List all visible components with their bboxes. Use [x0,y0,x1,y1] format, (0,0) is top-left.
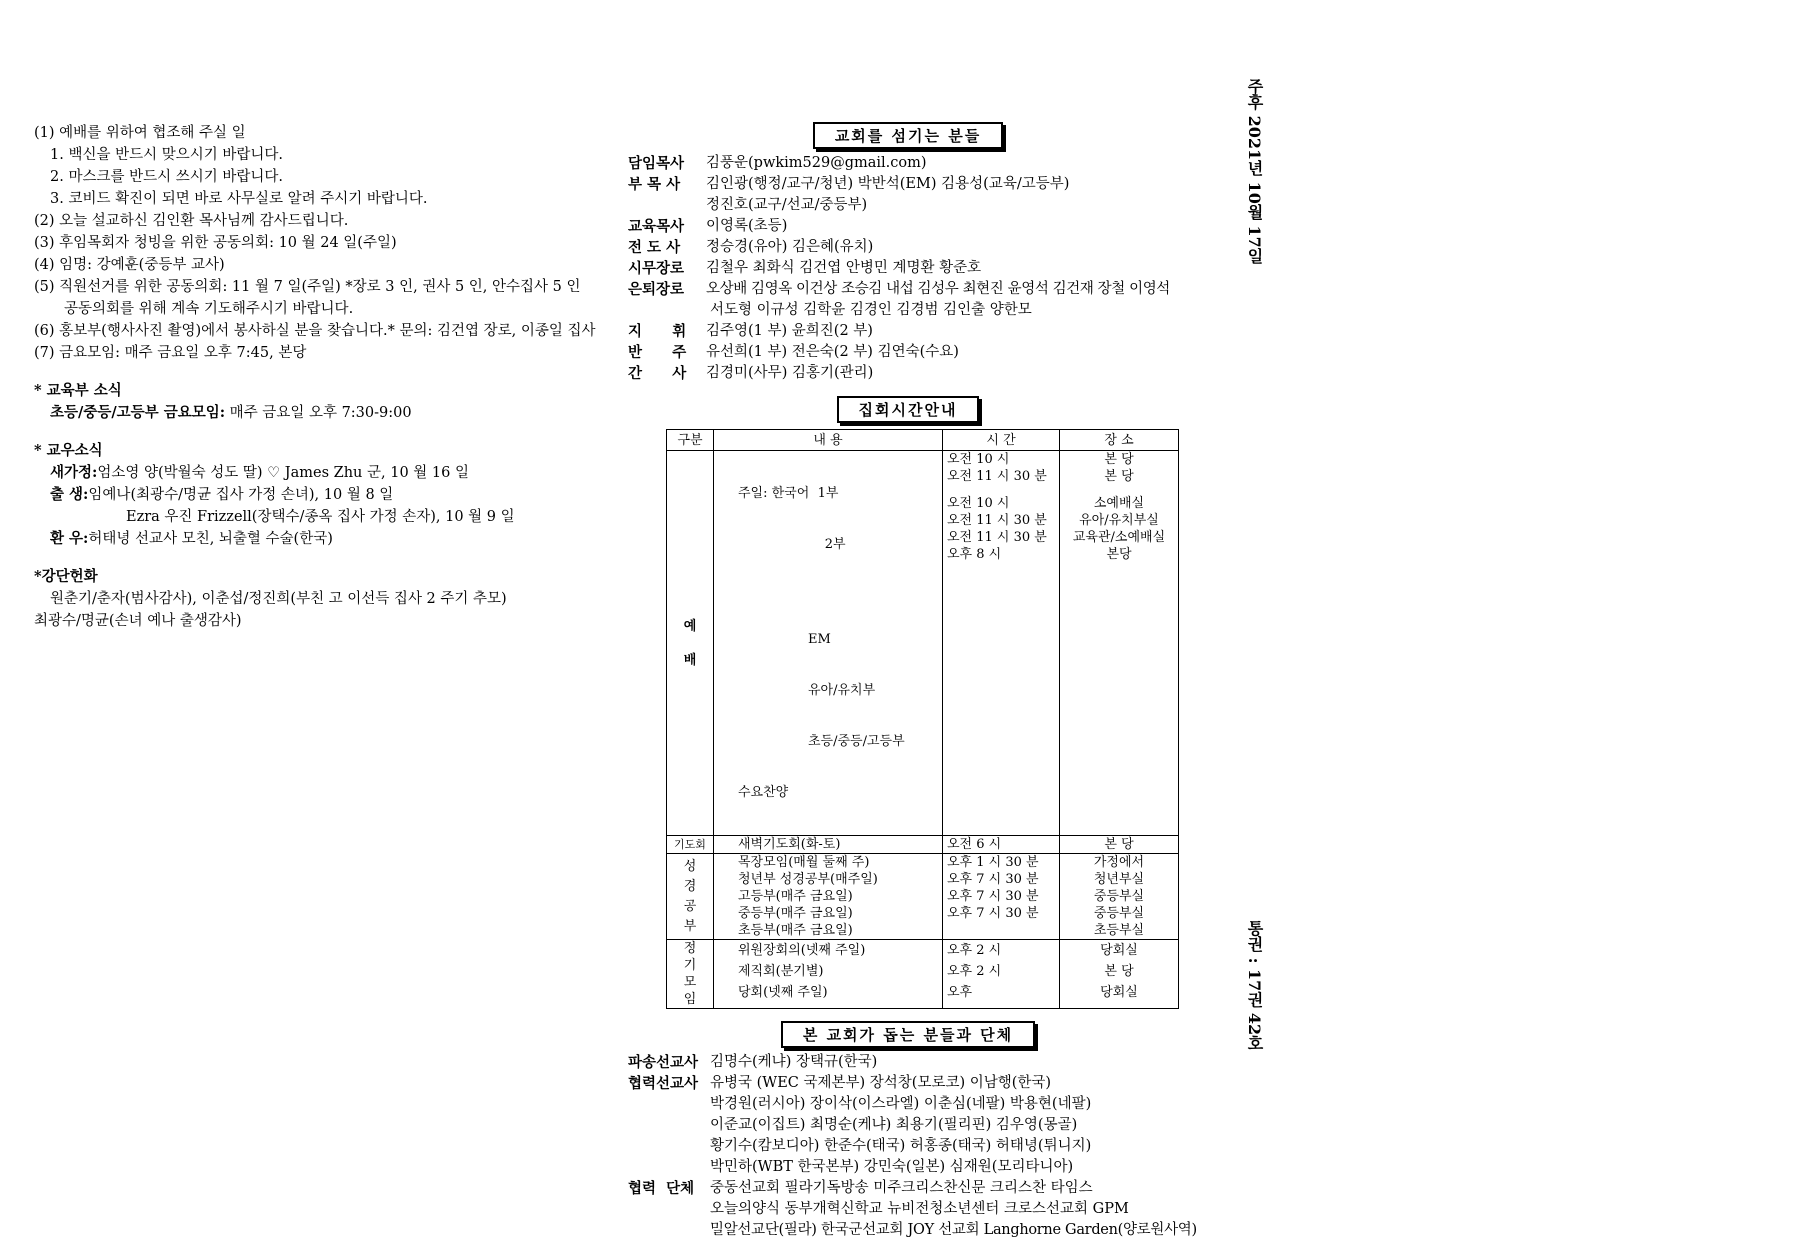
time-cell: 오전 6 시 [943,836,1060,854]
mission-row: 박민하(WBT 한국본부) 강민숙(일본) 심재원(모리타니아) [710,1159,1074,1175]
time-cell: 오후 1 시 30 분 오후 7 시 30 분 오후 7 시 30 분 오후 7 시 30 분 [943,854,1060,940]
staff-row: 반 주 유선희(1 부) 전은숙(2 부) 김연숙(수요) [628,344,959,361]
category-cell: 기도회 [667,836,714,854]
schedule-table [666,429,1179,1009]
staff-row: 은퇴장로 오상배 김영옥 이건상 조승김 내섭 김성우 최현진 윤영석 김건재 장철 이영석 [628,281,1170,298]
category-cell: 성 경 공 부 [667,854,714,940]
table-row [667,451,1179,836]
notice-line: (6) 홍보부(행사사진 촬영)에서 봉사하실 분을 찾습니다.* 문의: 김건엽 장로, 이종일 집사 [34,323,596,339]
notice-line: (5) 직원선거를 위한 공동의회: 11 월 7 일(주일) *장로 3 인, 권사 5 인, 안수집사 5 인 [34,279,581,295]
edu-news-title: * 교육부 소식 [34,382,122,399]
place-cell: 당회실 본 당 당회실 [1060,940,1179,1009]
altar-flowers-item: 원춘기/춘자(범사감사), 이춘섭/정진희(부친 고 이선득 집사 2 주기 추모) [50,591,507,607]
time-cell: 오후 2 시 오후 2 시 오후 [943,940,1060,1009]
altar-flowers-title: *강단헌화 [34,568,98,585]
mission-row: 협력 단체 중동선교회 필라기독방송 미주크리스찬신문 크리스찬 타임스 [628,1180,1093,1197]
notice-line: 3. 코비드 확진이 되면 바로 사무실로 알려 주시기 바랍니다. [50,191,428,207]
issue-number: 통권 : 17권 42호 [1245,920,1264,1052]
staff-row: 정진호(교구/선교/중등부) [706,197,868,213]
table-header-cell: 장 소 [1060,430,1179,451]
notice-line: (4) 임명: 강예훈(중등부 교사) [34,257,225,273]
staff-row: 담임목사 김풍운(pwkim529@gmail.com) [628,155,927,172]
notice-line: 공동의회를 위해 계속 기도해주시기 바랍니다. [64,301,354,317]
mission-row: 협력선교사 유병국 (WEC 국제본부) 장석창(모로코) 이남행(한국) [628,1075,1052,1092]
time-cell: 오전 10 시 오전 11 시 30 분 오전 10 시 오전 11 시 30 분 오전 11 시 30 분 오후 8 시 [943,451,1060,836]
notice-line: (7) 금요모임: 매주 금요일 오후 7:45, 본당 [34,345,307,361]
content-cell: 위원장회의(넷째 주일) 제직회(분기별) 당회(넷째 주일) [714,940,943,1009]
member-news-item: 환 우:허태녕 선교사 모친, 뇌출혈 수술(한국) [50,530,333,547]
table-row [667,854,1179,940]
edu-news-item: 초등/중등/고등부 금요모임: 매주 금요일 오후 7:30-9:00 [50,404,412,421]
table-header-row [667,430,1179,451]
content-cell: 목장모임(매월 둘째 주) 청년부 성경공부(매주일) 고등부(매주 금요일) 중등부(매주 금요일) 초등부(매주 금요일) [714,854,943,940]
mission-section-title: 본 교회가 돕는 분들과 단체 [781,1021,1035,1048]
table-row [667,836,1179,854]
mission-row: 파송선교사 김명수(케냐) 장택규(한국) [628,1054,878,1071]
staff-row: 서도형 이규성 김학윤 김경인 김경범 김인출 양한모 [710,302,1032,318]
notice-line: 1. 백신을 반드시 맞으시기 바랍니다. [50,147,283,163]
altar-flowers-item: 최광수/명균(손녀 예나 출생감사) [34,613,242,629]
place-cell: 본 당 본 당 소예배실 유아/유치부실 교육관/소예배실 본당 [1060,451,1179,836]
bulletin-date: 주후 2021년 10월 17일 [1245,78,1264,264]
announcements-column [34,122,624,632]
place-cell: 가정에서 청년부실 중등부실 중등부실 초등부실 [1060,854,1179,940]
notice-line: (1) 예배를 위하여 협조해 주실 일 [34,125,246,141]
church-info-column [628,122,1197,1241]
category-cell: 정 기 모 임 [667,940,714,1009]
staff-section-title: 교회를 섬기는 분들 [813,122,1003,149]
content-cell: 새벽기도회(화-토) [714,836,943,854]
staff-row: 간 사 김경미(사무) 김홍기(관리) [628,365,874,382]
staff-row: 시무장로 김철우 최화식 김건엽 안병민 계명환 황준호 [628,260,982,277]
staff-row: 지 휘 김주영(1 부) 윤희진(2 부) [628,323,873,340]
member-news-title: * 교우소식 [34,442,103,459]
staff-row: 전 도 사 정승경(유아) 김은혜(유치) [628,239,874,256]
schedule-section-title: 집회시간안내 [837,396,980,423]
mission-row: 황기수(캄보디아) 한준수(태국) 허홍종(태국) 허태녕(튀니지) [710,1138,1092,1154]
mission-row: 오늘의양식 동부개혁신학교 뉴비전청소년센터 크로스선교회 GPM [710,1201,1129,1217]
member-news-item: 새가정:엄소영 양(박월숙 성도 딸) ♡ James Zhu 군, 10 월 16 일 [50,464,469,481]
staff-row: 부 목 사 김인광(행정/교구/청년) 박반석(EM) 김용성(교육/고등부) [628,176,1070,193]
member-news-item: Ezra 우진 Frizzell(장택수/종옥 집사 가정 손자), 10 월 9 일 [126,509,515,525]
member-news-item: 출 생:임예나(최광수/명균 집사 가정 손녀), 10 월 8 일 [50,486,394,503]
table-header-cell: 내 용 [714,430,943,451]
mission-row: 이준교(이집트) 최명순(케냐) 최용기(필리핀) 김우영(몽골) [710,1117,1078,1133]
place-cell: 본 당 [1060,836,1179,854]
mission-row: 밀알선교단(필라) 한국군선교회 JOY 선교회 Langhorne Garden(양로원사역) [710,1222,1197,1238]
mission-row: 박경원(러시아) 장이삭(이스라엘) 이춘심(네팔) 박용현(네팔) [710,1096,1092,1112]
notice-line: (2) 오늘 설교하신 김인환 목사님께 감사드립니다. [34,213,349,229]
table-header-cell: 시 간 [943,430,1060,451]
table-row [667,940,1179,1009]
notice-line: (3) 후임목회자 청빙을 위한 공동의회: 10 월 24 일(주일) [34,235,397,251]
staff-row: 교육목사 이영록(초등) [628,218,788,235]
notice-line: 2. 마스크를 반드시 쓰시기 바랍니다. [50,169,283,185]
content-cell: 주일: 한국어 1부 2부 EM 유아/유치부 초등/중등/고등부 수요찬양 [714,451,943,836]
table-header-cell: 구분 [667,430,714,451]
category-cell: 예 배 [667,451,714,836]
